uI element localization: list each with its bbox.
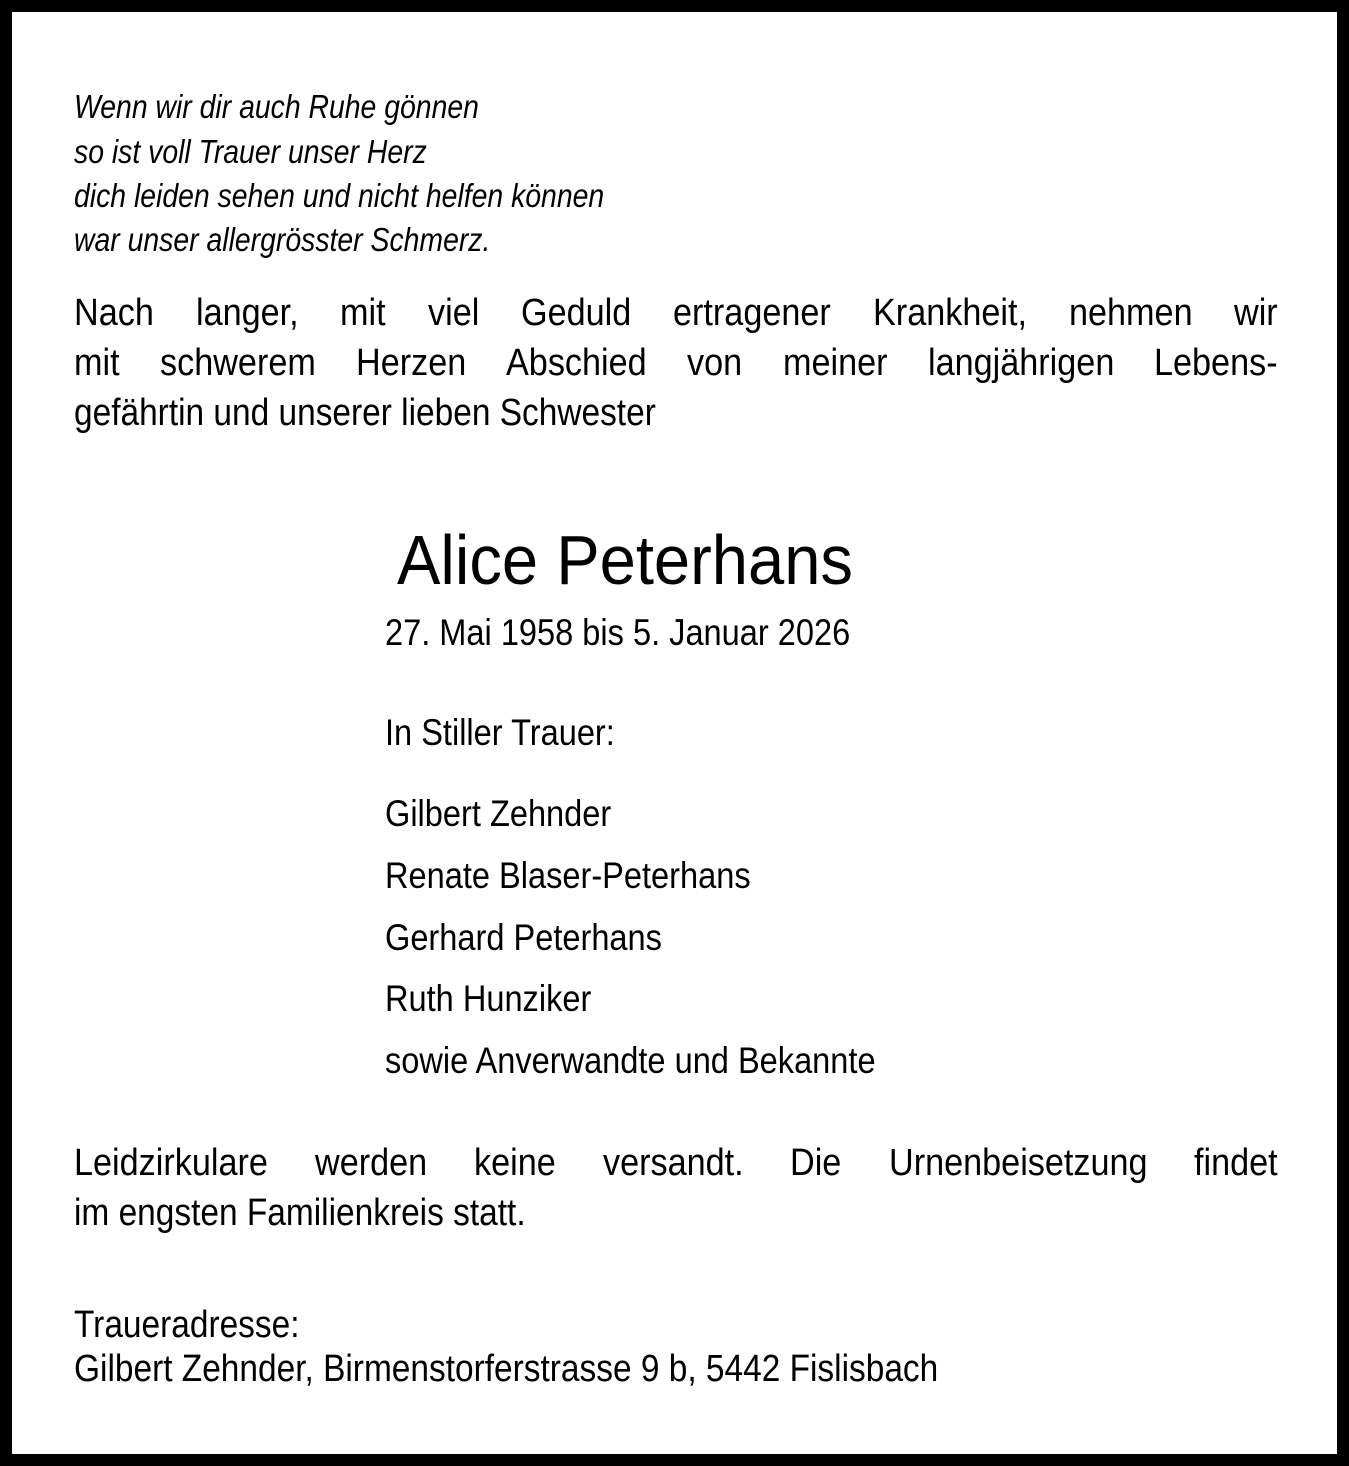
word: werden <box>314 1142 428 1184</box>
intro-line <box>74 342 1278 385</box>
word: Abschied <box>506 342 648 384</box>
word: Lebens- <box>1154 342 1278 384</box>
word: viel <box>427 292 480 334</box>
mourner-name: Renate Blaser-Peterhans <box>385 855 751 896</box>
mourner-name: Gilbert Zehnder <box>385 793 612 834</box>
poem-line: so ist voll Trauer unser Herz <box>74 133 427 170</box>
mourner-name: Gerhard Peterhans <box>385 917 662 958</box>
word: versandt. <box>602 1142 744 1184</box>
word: Herzen <box>355 342 467 384</box>
poem-line: war unser allergrösster Schmerz. <box>74 221 491 258</box>
address-label: Traueradresse: <box>74 1304 300 1346</box>
poem-line: dich leiden sehen und nicht helfen können <box>74 177 605 214</box>
word: ertragener <box>673 292 831 334</box>
deceased-name: Alice Peterhans <box>397 521 853 599</box>
mourner-name: Ruth Hunziker <box>385 978 592 1019</box>
word: Urnenbeisetzung <box>888 1142 1148 1184</box>
word: findet <box>1194 1142 1278 1184</box>
word: Krankheit, <box>872 292 1027 334</box>
word: langer, <box>195 292 299 334</box>
mourning-heading: In Stiller Trauer: <box>385 712 615 753</box>
intro-line <box>74 292 1278 335</box>
word: Nach <box>74 292 154 334</box>
poem-line: Wenn wir dir auch Ruhe gönnen <box>74 88 479 125</box>
word: langjährigen <box>927 342 1115 384</box>
closing-line: im engsten Familienkreis statt. <box>74 1192 526 1234</box>
mourner-name: sowie Anverwandte und Bekannte <box>385 1040 876 1081</box>
word: nehmen <box>1068 292 1193 334</box>
word: meiner <box>782 342 888 384</box>
word: von <box>687 342 743 384</box>
word: Leidzirkulare <box>74 1142 268 1184</box>
intro-line: gefährtin und unserer lieben Schwester <box>74 392 656 434</box>
mourning-address: Gilbert Zehnder, Birmenstorferstrasse 9 b, 5442 Fislisbach <box>74 1348 939 1390</box>
closing-line <box>74 1142 1278 1185</box>
word: Geduld <box>521 292 632 334</box>
life-dates: 27. Mai 1958 bis 5. Januar 2026 <box>385 612 851 653</box>
word: keine <box>474 1142 556 1184</box>
word: mit <box>74 342 120 384</box>
word: schwerem <box>159 342 316 384</box>
word: mit <box>340 292 386 334</box>
word: Die <box>790 1142 842 1184</box>
word: wir <box>1234 292 1278 334</box>
